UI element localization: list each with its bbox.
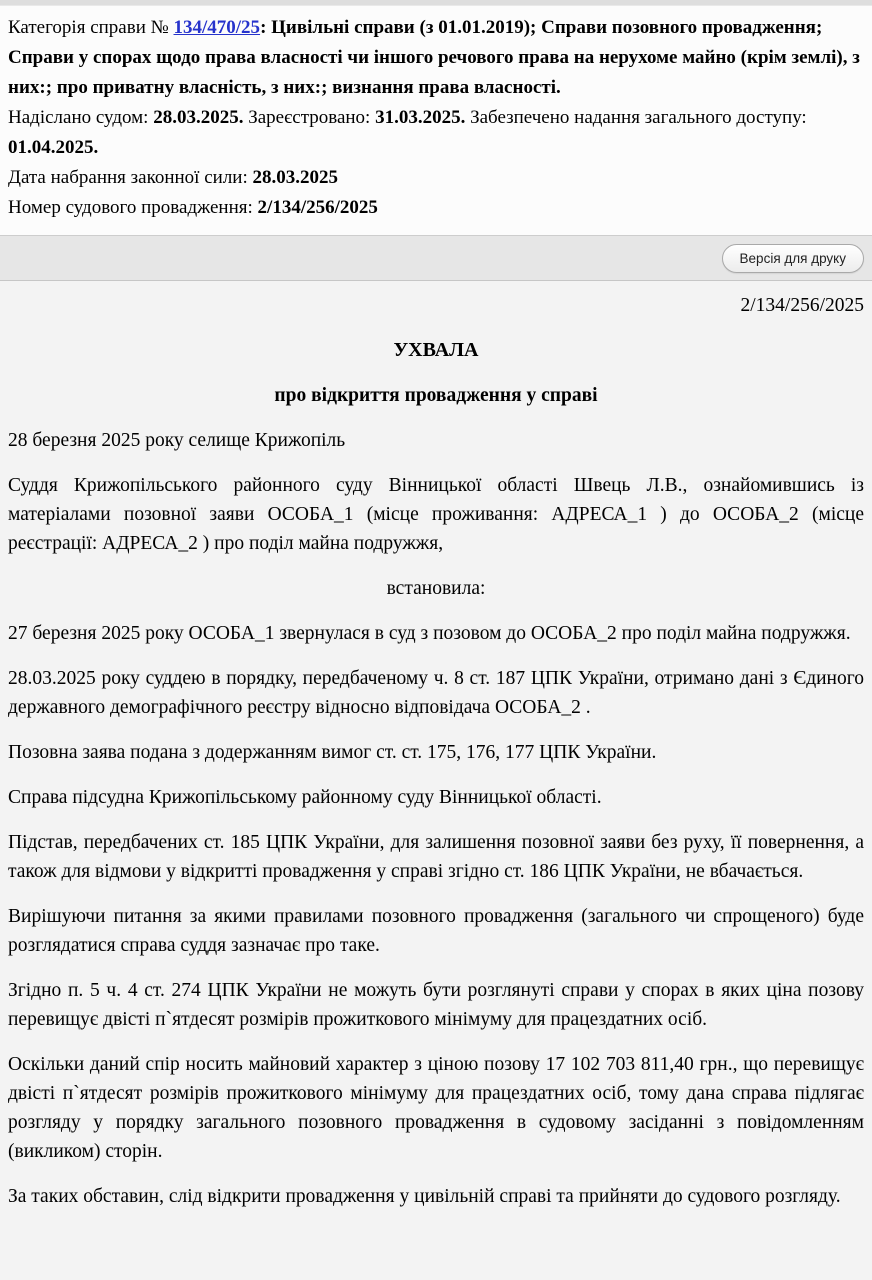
proceeding-number: 2/134/256/2025 bbox=[257, 197, 378, 218]
doc-case-number: 2/134/256/2025 bbox=[740, 295, 864, 316]
doc-resolution-word: встановила: bbox=[386, 578, 486, 599]
registration-dates-line bbox=[8, 103, 864, 163]
doc-paragraph: Оскільки даний спір носить майновий характер з ціною позову 17 102 703 811,40 грн., що перевищує двісті п`ятдесят розмірів прожиткового мінімуму для працездатних осіб, тому дана справа підлягає розгляду у порядку загального позовного провадження в судовому засіданні з повідомленням (викликом) сторін. bbox=[8, 1054, 864, 1162]
document-body bbox=[0, 281, 872, 1211]
sent-label: Надіслано судом: bbox=[8, 107, 154, 128]
category-description: : Цивільні справи (з 01.01.2019); Справи позовного провадження; Справи у спорах щодо права власності чи іншого речового права на нерухоме майно (крім землі), з них:; про приватну власність, з них:; визнання права власності. bbox=[8, 17, 860, 98]
legal-force-label: Дата набрання законної сили: bbox=[8, 167, 253, 188]
case-category-line bbox=[8, 13, 864, 103]
case-number-link[interactable]: 134/470/25 bbox=[173, 17, 261, 38]
doc-paragraph: Суддя Крижопільського районного суду Вінницької області Швець Л.В., ознайомившись із матеріалами позовної заяви ОСОБА_1 (місце проживання: АДРЕСА_1 ) до ОСОБА_2 (місце реєстрації: АДРЕСА_2 ) про поділ майна подружжя, bbox=[8, 475, 864, 554]
sent-date: 28.03.2025. bbox=[153, 107, 244, 128]
print-version-button[interactable]: Версія для друку bbox=[722, 244, 864, 273]
legal-force-line bbox=[8, 163, 864, 193]
category-label: Категорія справи № bbox=[8, 17, 174, 38]
doc-paragraph: Позовна заява подана з додержанням вимог ст. ст. 175, 176, 177 ЦПК України. bbox=[8, 742, 657, 763]
doc-date-place: 28 березня 2025 року селище Крижопіль bbox=[8, 430, 346, 451]
doc-paragraph: Підстав, передбачених ст. 185 ЦПК України, для залишення позовної заяви без руху, її повернення, а також для відмови у відкритті провадження у справі згідно ст. 186 ЦПК України, не вбачається. bbox=[8, 832, 864, 882]
toolbar bbox=[0, 235, 872, 281]
proceeding-number-line bbox=[8, 193, 864, 223]
case-header bbox=[0, 6, 872, 235]
registered-date: 31.03.2025. bbox=[375, 107, 466, 128]
access-label: Забезпечено надання загального доступу: bbox=[465, 107, 807, 128]
doc-paragraph: За таких обставин, слід відкрити провадження у цивільній справі та прийняти до судового розгляду. bbox=[8, 1186, 841, 1207]
doc-paragraph: Вирішуючи питання за якими правилами позовного провадження (загального чи спрощеного) буде розглядатися справа суддя зазначає про таке. bbox=[8, 906, 864, 956]
doc-paragraph: Справа підсудна Крижопільському районному суду Вінницької області. bbox=[8, 787, 602, 808]
legal-force-date: 28.03.2025 bbox=[252, 167, 338, 188]
doc-paragraph: 27 березня 2025 року ОСОБА_1 звернулася в суд з позовом до ОСОБА_2 про поділ майна подружжя. bbox=[8, 623, 851, 644]
doc-paragraph: 28.03.2025 року суддею в порядку, передбаченому ч. 8 ст. 187 ЦПК України, отримано дані з Єдиного державного демографічного реєстру відносно відповідача ОСОБА_2 . bbox=[8, 668, 864, 718]
access-date: 01.04.2025. bbox=[8, 137, 99, 158]
registered-label: Зареєстровано: bbox=[243, 107, 376, 128]
proceeding-label: Номер судового провадження: bbox=[8, 197, 258, 218]
doc-paragraph: Згідно п. 5 ч. 4 ст. 274 ЦПК України не можуть бути розглянуті справи у спорах в яких ціна позову перевищує двісті п`ятдесят розмірів прожиткового мінімуму для працездатних осіб. bbox=[8, 980, 864, 1030]
doc-subtitle: про відкриття провадження у справі bbox=[274, 385, 598, 406]
doc-title: УХВАЛА bbox=[393, 339, 479, 361]
